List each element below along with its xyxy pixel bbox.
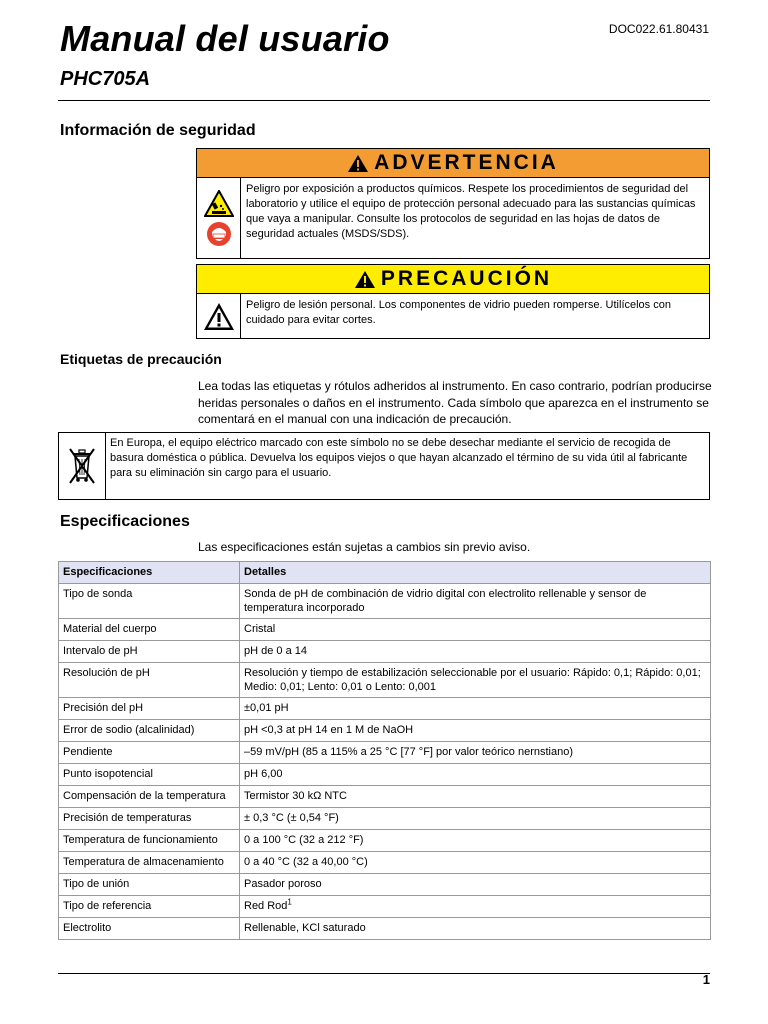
chemical-hazard-icon [204,190,234,217]
spec-name: Material del cuerpo [59,619,240,641]
precaution-labels-intro: Lea todas las etiquetas y rótulos adheridos al instrumento. En caso contrario, podrían producirse heridas personales o daños en el instrumento. Cada símbolo que aparezca en el instrumento se comentará en el manual con una indicación de precaución. [198,379,712,426]
spec-name: Tipo de unión [59,874,240,896]
warning-box [196,148,710,259]
spec-name: Resolución de pH [59,663,240,698]
spec-detail: Termistor 30 kΩ NTC [240,786,711,808]
spec-detail: Pasador poroso [240,874,711,896]
header-rule [58,100,710,101]
specifications-heading: Especificaciones [60,513,190,530]
spec-detail: 0 a 40 °C (32 a 40,00 °C) [240,852,711,874]
spec-name: Compensación de la temperatura [59,786,240,808]
crossed-out-wheelie-bin-icon [67,446,97,486]
table-row [59,742,711,764]
spec-name: Temperatura de funcionamiento [59,830,240,852]
table-row [59,786,711,808]
table-row [59,698,711,720]
spec-detail: Sonda de pH de combinación de vidrio digital con electrolito rellenable y sensor de temperatura incorporado [240,584,711,619]
page-number: 1 [702,972,710,987]
warning-icons [197,178,241,259]
spec-name: Punto isopotencial [59,764,240,786]
spec-detail: ± 0,3 °C (± 0,54 °F) [240,808,711,830]
spec-name: Pendiente [59,742,240,764]
spec-detail: pH 6,00 [240,764,711,786]
caution-triangle-icon [354,270,376,289]
document-id: DOC022.61.80431 [608,22,709,36]
spec-detail [240,896,711,918]
safety-heading: Información de seguridad [60,122,256,139]
caution-label: PRECAUCIÓN [380,267,553,290]
table-row [59,720,711,742]
spec-detail: ±0,01 pH [240,698,711,720]
specifications-table [58,561,711,940]
spec-name: Intervalo de pH [59,641,240,663]
footnote-marker: 1 [287,897,292,907]
spec-detail: pH <0,3 at pH 14 en 1 M de NaOH [240,720,711,742]
footer-rule [58,973,710,974]
spec-detail-text: Red Rod [244,900,288,912]
weee-text: En Europa, el equipo eléctrico marcado con este símbolo no se debe desechar mediante el servicio de recogida de basura doméstica o pública. Devuelva los equipos viejos o que hayan alcanzado el término de su vida útil al fabricante para su eliminación sin cargo para el usuario. [110,437,688,479]
model-number: PHC705A [60,68,151,90]
table-row [59,764,711,786]
table-row [59,619,711,641]
table-row [59,918,711,940]
spec-name: Electrolito [59,918,240,940]
table-row [59,584,711,619]
column-header-detail: Detalles [240,562,711,584]
column-header-spec: Especificaciones [59,562,240,584]
table-row [59,830,711,852]
caution-icons [197,294,241,339]
table-header-row [59,562,711,584]
table-row [59,874,711,896]
spec-name: Temperatura de almacenamiento [59,852,240,874]
spec-name: Precisión del pH [59,698,240,720]
warning-text: Peligro por exposición a productos químicos. Respete los procedimientos de seguridad del laboratorio y utilice el equipo de protección personal adecuado para las sustancias químicas que vaya a manipular. Consulte los protocolos de seguridad en las hojas de datos de seguridad actuales (MSDS/SDS). [246,183,696,240]
spec-detail: Resolución y tiempo de estabilización seleccionable por el usuario: Rápido: 0,1; Rápido: 0,01; Medio: 0,01; Lento: 0,01 o Lento: 0,001 [240,663,711,698]
spec-name: Error de sodio (alcalinidad) [59,720,240,742]
spec-detail: pH de 0 a 14 [240,641,711,663]
caution-header [197,265,709,294]
table-row [59,896,711,918]
spec-name: Tipo de referencia [59,896,240,918]
spec-detail: –59 mV/pH (85 a 115% a 25 °C [77 °F] por valor teórico nernstiano) [240,742,711,764]
warning-label: ADVERTENCIA [374,151,559,174]
warning-header [197,149,709,178]
caution-box [196,264,710,339]
caution-text: Peligro de lesión personal. Los componentes de vidrio pueden romperse. Utilícelos con cuidado para evitar cortes. [246,299,671,326]
table-row [59,852,711,874]
spec-name: Precisión de temperaturas [59,808,240,830]
spec-name: Tipo de sonda [59,584,240,619]
spec-detail: Rellenable, KCl saturado [240,918,711,940]
document-title: Manual del usuario [60,18,390,59]
spec-detail: Cristal [240,619,711,641]
table-row [59,808,711,830]
table-row [59,641,711,663]
warning-triangle-icon [347,154,369,173]
general-warning-icon [203,302,235,331]
precaution-labels-heading: Etiquetas de precaución [60,351,222,367]
protective-equipment-icon [206,221,232,247]
spec-detail: 0 a 100 °C (32 a 212 °F) [240,830,711,852]
specifications-note: Las especificaciones están sujetas a cambios sin previo aviso. [198,540,531,554]
weee-notice-box [58,432,710,500]
table-row [59,663,711,698]
